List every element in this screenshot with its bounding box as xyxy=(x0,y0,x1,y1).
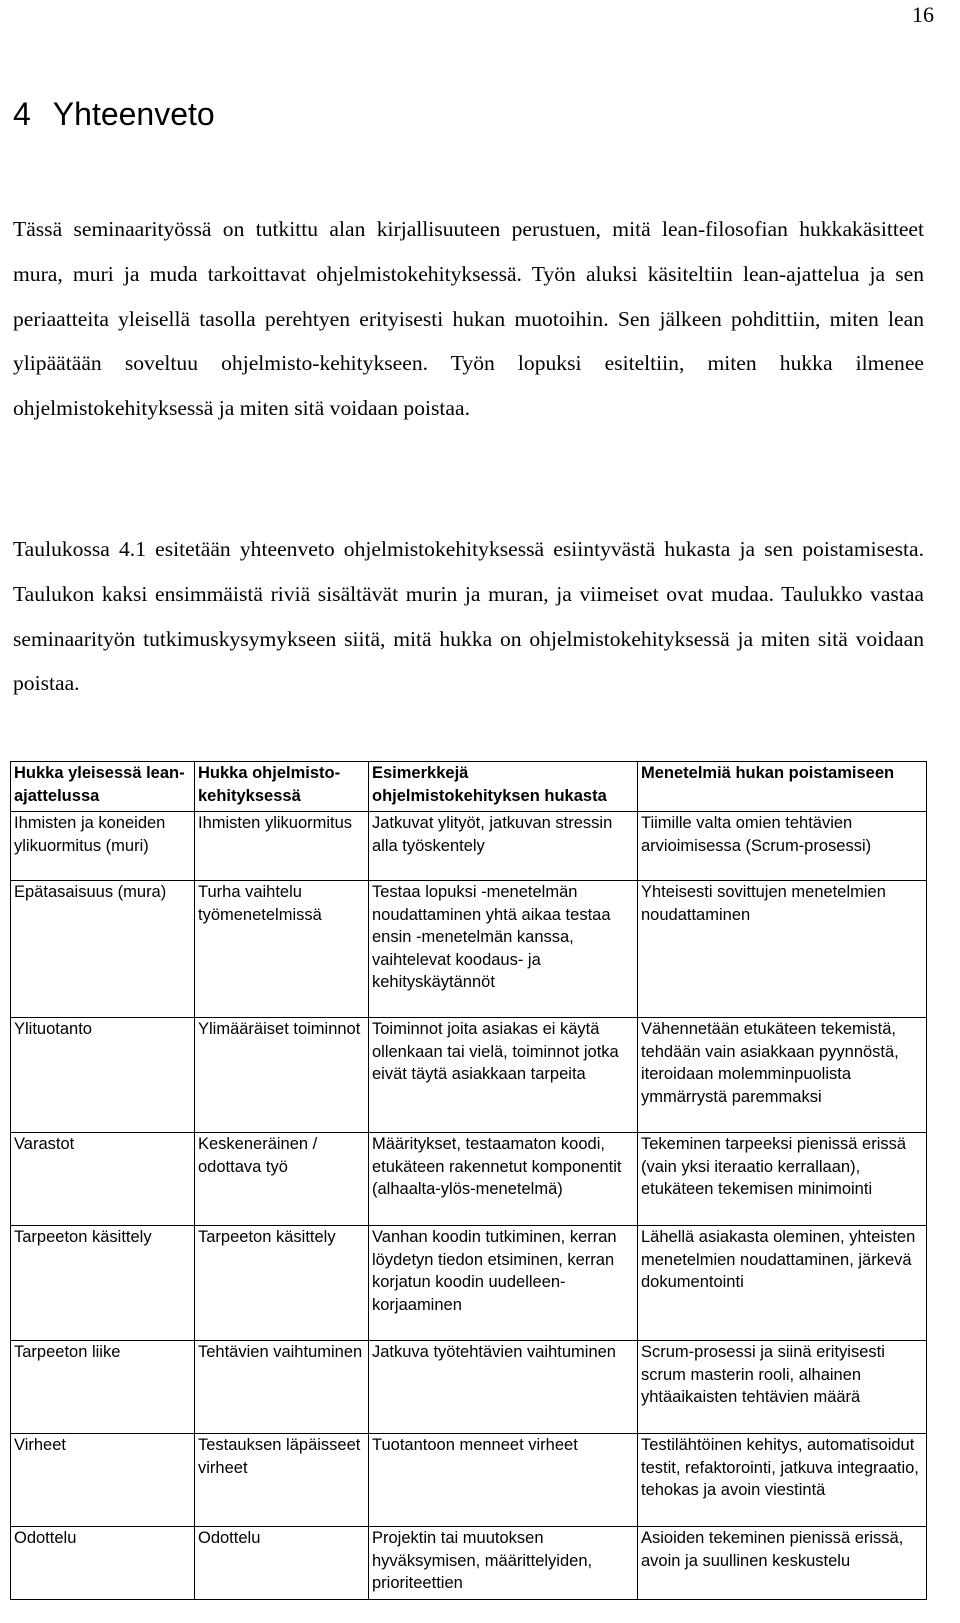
table-cell: Asioiden tekeminen pienissä erissä, avoin ja suullinen keskustelu xyxy=(638,1527,927,1600)
table-cell: Ihmisten ja koneiden ylikuormitus (muri) xyxy=(11,812,195,881)
header-software-waste: Hukka ohjelmisto-kehityksessä xyxy=(195,762,369,812)
table-cell: Testilähtöinen kehitys, automatisoidut testit, refaktorointi, jatkuva integraatio, tehokas ja avoin viestintä xyxy=(638,1434,927,1527)
table-cell: Testauksen läpäisseet virheet xyxy=(195,1434,369,1527)
table-row xyxy=(11,1341,927,1434)
page-number: 16 xyxy=(912,2,934,27)
table-cell: Jatkuva työtehtävien vaihtuminen xyxy=(369,1341,638,1434)
header-methods: Menetelmiä hukan poistamiseen xyxy=(638,762,927,812)
table-row xyxy=(11,1226,927,1341)
table-cell: Lähellä asiakasta oleminen, yhteisten menetelmien noudattaminen, järkevä dokumentointi xyxy=(638,1226,927,1341)
table-cell: Ylituotanto xyxy=(11,1018,195,1133)
table-cell: Epätasaisuus (mura) xyxy=(11,881,195,1018)
table-cell: Ihmisten ylikuormitus xyxy=(195,812,369,881)
table-cell: Projektin tai muutoksen hyväksymisen, määrittelyiden, prioriteettien xyxy=(369,1527,638,1600)
table-cell: Varastot xyxy=(11,1133,195,1226)
table-cell: Vanhan koodin tutkiminen, kerran löydetyn tiedon etsiminen, kerran korjatun koodin uudelleen-korjaaminen xyxy=(369,1226,638,1341)
table-cell: Toiminnot joita asiakas ei käytä ollenkaan tai vielä, toiminnot jotka eivät täytä asiakkaan tarpeita xyxy=(369,1018,638,1133)
table-row xyxy=(11,1133,927,1226)
table-cell: Tekeminen tarpeeksi pienissä erissä (vain yksi iteraatio kerrallaan), etukäteen tekemisen minimointi xyxy=(638,1133,927,1226)
table-cell: Scrum-prosessi ja siinä erityisesti scrum masterin rooli, alhainen yhtäaikaisten tehtävien määrä xyxy=(638,1341,927,1434)
table-cell: Tarpeeton käsittely xyxy=(195,1226,369,1341)
table-row xyxy=(11,881,927,1018)
table-cell: Tehtävien vaihtuminen xyxy=(195,1341,369,1434)
table-cell: Tuotantoon menneet virheet xyxy=(369,1434,638,1527)
table-cell: Ylimääräiset toiminnot xyxy=(195,1018,369,1133)
table-cell: Testaa lopuksi -menetelmän noudattaminen yhtä aikaa testaa ensin -menetelmän kanssa, vaihtelevat koodaus- ja kehityskäytännöt xyxy=(369,881,638,1018)
intro-paragraph: Tässä seminaarityössä on tutkittu alan kirjallisuuteen perustuen, mitä lean-filosofian hukkakäsitteet mura, muri ja muda tarkoittavat ohjelmistokehityksessä. Työn aluksi käsiteltiin lean-ajattelua ja sen periaatteita yleisellä tasolla perehtyen erityisesti hukan muotoihin. Sen jälkeen pohdittiin, miten lean ylipäätään soveltuu ohjelmisto-kehitykseen. Työn lopuksi esiteltiin, miten hukka ilmenee ohjelmistokehityksessä ja miten sitä voidaan poistaa. xyxy=(13,217,924,421)
table-cell: Tiimille valta omien tehtävien arvioimisessa (Scrum-prosessi) xyxy=(638,812,927,881)
header-examples: Esimerkkejä ohjelmistokehityksen hukasta xyxy=(369,762,638,812)
table-cell: Tarpeeton liike xyxy=(11,1341,195,1434)
section-title: Yhteenveto xyxy=(52,96,215,132)
table-row xyxy=(11,1434,927,1527)
section-heading xyxy=(13,96,215,133)
table-cell: Turha vaihtelu työmenetelmissä xyxy=(195,881,369,1018)
table-row xyxy=(11,1018,927,1133)
table-cell: Tarpeeton käsittely xyxy=(11,1226,195,1341)
table-cell: Jatkuvat ylityöt, jatkuvan stressin alla työskentely xyxy=(369,812,638,881)
table-cell: Odottelu xyxy=(11,1527,195,1600)
table-row xyxy=(11,812,927,881)
table-cell: Keskeneräinen / odottava työ xyxy=(195,1133,369,1226)
table-cell: Yhteisesti sovittujen menetelmien noudattaminen xyxy=(638,881,927,1018)
table-cell: Vähennetään etukäteen tekemistä, tehdään vain asiakkaan pyynnöstä, iteroidaan molemminpuolista ymmärrystä paremmaksi xyxy=(638,1018,927,1133)
table-cell: Odottelu xyxy=(195,1527,369,1600)
header-lean-waste: Hukka yleisessä lean-ajattelussa xyxy=(11,762,195,812)
waste-summary-table xyxy=(10,761,927,1600)
table-cell: Määritykset, testaamaton koodi, etukäteen rakennetut komponentit (alhaalta-ylös-menetelmä) xyxy=(369,1133,638,1226)
section-number: 4 xyxy=(13,96,31,132)
table-row xyxy=(11,1527,927,1600)
table-header-row xyxy=(11,762,927,812)
table-intro-paragraph: Taulukossa 4.1 esitetään yhteenveto ohjelmistokehityksessä esiintyvästä hukasta ja sen poistamisesta. Taulukon kaksi ensimmäistä riviä sisältävät murin ja muran, ja viimeiset ovat mudaa. Taulukko vastaa seminaarityön tutkimuskysymykseen siitä, mitä hukka on ohjelmistokehityksessä ja miten sitä voidaan poistaa. xyxy=(13,537,924,696)
table-cell: Virheet xyxy=(11,1434,195,1527)
